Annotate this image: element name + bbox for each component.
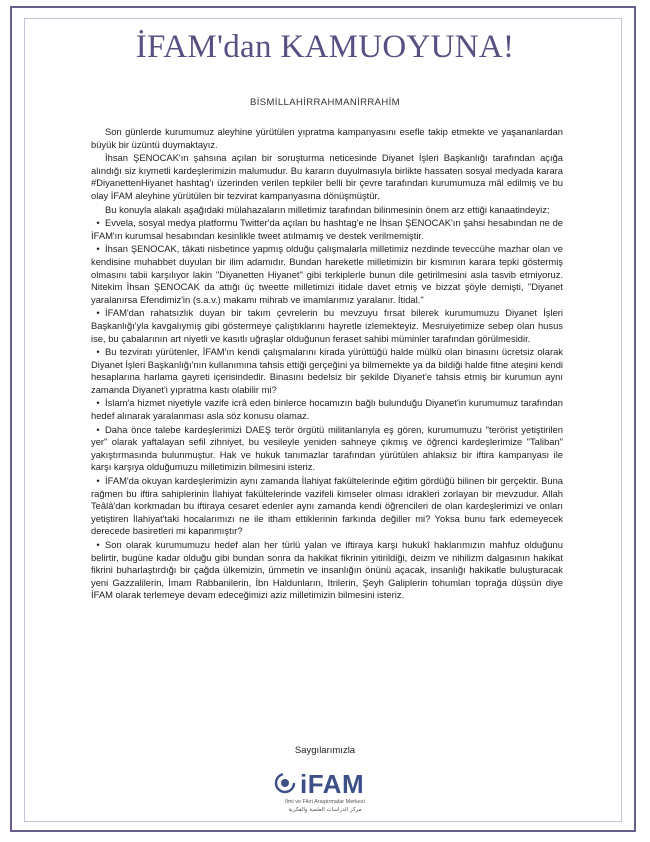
bullet-text: İFAM'da okuyan kardeşlerimizin aynı zamanda İlahiyat fakültelerinde eğitim gördüğü bilinen bir gerçektir. Buna rağmen bu iftira sahiplerinin İlahiyat fakültelerinde vazifeli kimseler olması idrakleri zorlayan bir mevzudur. Allah Teâlâ'dan korkmadan bu iftiraya cesaret edenler aynı zamanda kendi öğrencileri de olan kardeşlerimizi ve onları yetiştiren İlahiyat'taki hocalarımızı ne ile itham ettiklerinin farkında değiller mi? Yoksa bunu fark edemeyecek derecede basiretleri mi kapanmıştır? — [91, 475, 563, 537]
bullet-item — [91, 346, 563, 396]
swirl-logo-icon — [274, 772, 296, 794]
paragraph: Son günlerde kurumumuz aleyhine yürütülen yıpratma kampanyasını esefle takip etmekte ve yaşananlardan büyük bir üzüntü duymaktayız. — [91, 126, 563, 150]
paragraph: İhsan ŞENOCAK'ın şahsına açılan bir soruşturma neticesinde Diyanet İşleri Başkanlığı tarafından açığa alındığı siz kıymetli kardeşlerimizin malumudur. Bu kararın duyulmasıyla birlikte hassaten sosyal medyada karara #DiyanettenHiyanet hashtag'ı üzerinden verilen tepkiler belli bir çevre tarafından kurumumuza mâl edilmiş ve bu olay İFAM aleyhine yürütülen bir tezvirat kampanyasına dönüşmüştür. — [91, 152, 563, 201]
bullet-item — [91, 397, 563, 422]
bullet-icon: • — [96, 539, 100, 550]
bullet-item — [91, 424, 563, 474]
bullet-item — [91, 475, 563, 538]
bullet-icon: • — [96, 397, 100, 409]
basmala-heading: BİSMİLLAHİRRAHMANİRRAHİM — [249, 97, 400, 108]
bullet-text: Son olarak kurumumuzu hedef alan her türlü yalan ve iftiraya karşı hukukî haklarımızın mahfuz olduğunu belirtir, bugüne kadar olduğu gibi bundan sonra da hakikat fikrinin yitirildiği, deizm ve nihilizm dalgasının hakikat fikrini buharlaştırdığı bir çağda ülkemizin, ümmetin ve insanlığın önünü açacak, insanlığı hakikatle buluşturacak yeni Gazzalilerin, İmam Rabbanilerin, İbn Haldunların, Itrilerin, Şeyh Galiplerin tohumları toprağa düşsün diye İFAM olarak terlemeye devam edeceğimizi aziz milletimizin bilmesini isteriz. — [91, 539, 563, 601]
bullet-item — [91, 539, 563, 602]
bullet-icon: • — [96, 423, 100, 435]
ifam-logo — [270, 768, 380, 818]
bullet-item — [91, 307, 563, 345]
announcement-body — [91, 126, 563, 603]
bullet-text: Evvela, sosyal medya platformu Twitter'da açılan bu hashtag'e ne İhsan ŞENOCAK'ın şahsi hesabından ne de İFAM'ın kurumsal hesabından kesinlikle tweet atılmamış ve destek verilmemiştir. — [91, 217, 563, 241]
bullet-icon: • — [96, 475, 100, 487]
bullet-icon: • — [96, 217, 100, 229]
bullet-text: İFAM'dan rahatsızlık duyan bir takım çevrelerin bu mevzuyu fırsat bilerek kurumumuzu Diyanet İşleri Başkanlığı'yla kavgalıymış gibi göstermeye çalıştıklarını hayretle izlemekteyiz. Mesruiyetimize sebep olan husus ise, bu çabalarının art niyetli ve kasıtlı uğraşlar olduğunun feraset sahibi müminler tarafından görülmesidir. — [91, 307, 563, 344]
logo-subtitle: İlmi ve Fikri Araştırmalar Merkezi — [285, 799, 365, 805]
logo-subtitle-arabic: مركز الدراسات العلمية والفكرية — [288, 807, 362, 813]
bullet-icon: • — [96, 307, 100, 319]
page-title: İFAM'dan KAMUOYUNA! — [135, 29, 515, 65]
bullet-text: İslam'a hizmet niyetiyle vazife icrâ eden binlerce hocamızın bağlı bulunduğu Diyanet'in kurumumuz tarafından hedef alınarak yaralanması asla söz konusu olamaz. — [91, 397, 563, 422]
bullet-text: Daha önce talebe kardeşlerimizi DAEŞ terör örgütü militanlarıyla eş gören, kurumumuzu "terörist yetiştirilen yer" olarak yaftalayan sefil zihniyet, bu vesileyle yeniden sahneye çıkmış ve öğrenci kardeşlerimize "Taliban" yakıştırmasında bulunmuştur. Hak ve hukuk tanımazlar tarafından yürütülen ahlaksız bir iftira kampanyası ile karşı karşıya olduğumuzu milletimizin bilmesini isteriz. — [91, 423, 563, 473]
bullet-item — [91, 243, 563, 306]
closing-text: Saygılarımızla — [294, 745, 356, 756]
logo-wordmark: iFAM — [300, 769, 365, 799]
paragraph: Bu konuyla alakalı aşağıdaki mülahazaların milletimiz tarafından bilinmesinin önem arz ettiği kanaatindeyiz; — [105, 203, 550, 215]
bullet-text: Bu tezviratı yürütenler, İFAM'ın kendi çalışmalarını kirada yürüttüğü halde mülkü olan binasını ücretsiz olarak Diyanet İşleri Başkanlığı'nın kullanımına tahsis ettiği gerçeğini ya bilmemekte ya da bildiği halde fitne ateşini kendi hesaplarına harlama gayreti içerisindedir. Binasını bedelsiz bir şekilde Diyanet'e tahsis etmiş bir kurumun aynı zamanda Diyanet'i yıpratma kastı olabilir mi? — [91, 346, 563, 395]
bullet-icon: • — [96, 346, 100, 358]
bullet-item — [91, 217, 563, 242]
bullet-icon: • — [96, 243, 100, 255]
bullet-text: İhsan ŞENOCAK, tâkati nisbetince yapmış olduğu çalışmalarla milletimiz nezdinde teveccühe mazhar olan ve kendisine muhabbet duyulan bir ilim adamıdır. Bundan hareketle milletimizin bir kısmının karara tepki göstermiş olmasını tabii karşılıyor lakin "Diyanetten Hiyanet" gibi terkiplerle bunun dile getirilmesini asla tasvib etmiyoruz. Nitekim İhsan ŞENOCAK da attığı üç tweette milletimizi itidale davet etmiş ve bizzat şöyle demişti, "Diyanet yaralanırsa Efendimiz'in (s.a.v.) makamı mihrab ve imamlarımız yaralanır. İtidal." — [91, 243, 563, 305]
